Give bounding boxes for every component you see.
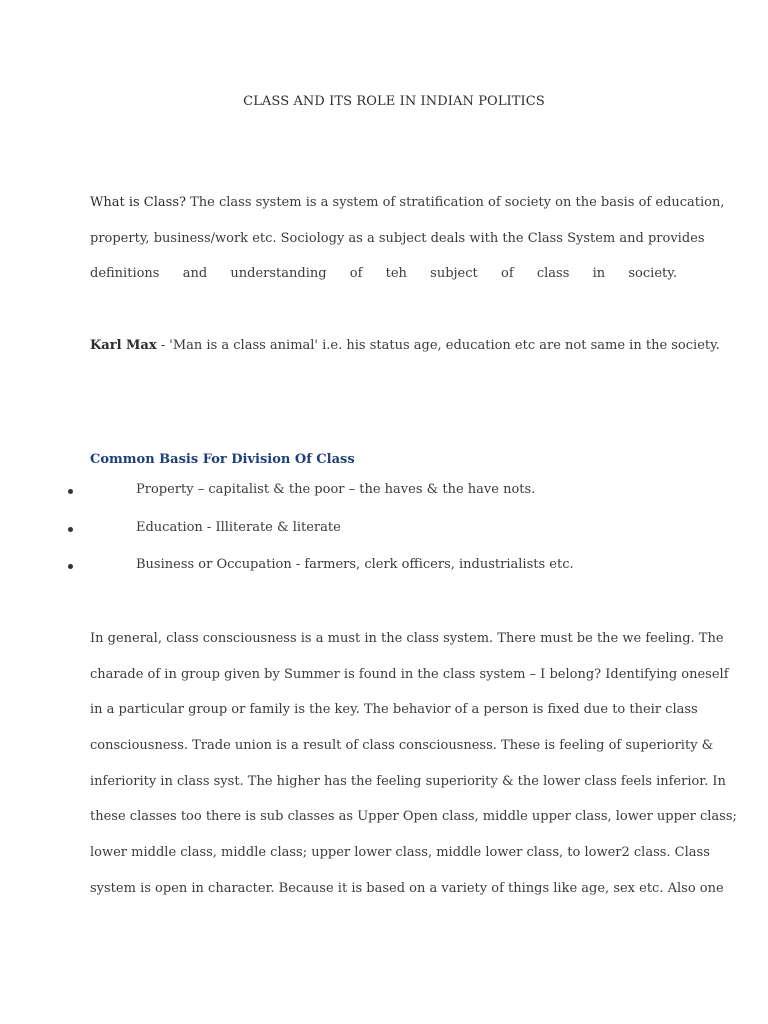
quote-text: - 'Man is a class animal' i.e. his status age, education etc are not same in the society. — [156, 338, 720, 353]
list-item — [0, 482, 768, 502]
intro-line-1 — [90, 185, 725, 221]
list-item-text: Education - Illiterate & literate — [136, 520, 341, 535]
section-heading: Common Basis For Division Of Class — [90, 452, 355, 467]
quote-paragraph — [90, 328, 720, 364]
document-title: CLASS AND ITS ROLE IN INDIAN POLITICS — [243, 94, 545, 109]
body-paragraph — [90, 621, 737, 907]
body-line-5: inferiority in class syst. The higher has the feeling superiority & the lower class feels inferior. In — [90, 773, 726, 789]
body-line-7: lower middle class, middle class; upper lower class, middle lower class, to lower2 class. Class — [90, 845, 710, 861]
list-item — [0, 520, 768, 540]
body-line-2: charade of in group given by Summer is found in the class system – I belong? Identifying oneself — [90, 666, 729, 682]
body-line-4: consciousness. Trade union is a result of class consciousness. These is feeling of superiority & — [90, 738, 714, 754]
bullet-icon — [68, 489, 73, 494]
list-item — [0, 557, 768, 577]
intro-paragraph — [90, 185, 725, 292]
bullet-icon — [68, 527, 73, 532]
body-line-8: system is open in character. Because it is based on a variety of things like age, sex etc. Also one — [90, 880, 724, 896]
list-item-text: Property – capitalist & the poor – the haves & the have nots. — [136, 482, 536, 497]
body-line-3: in a particular group or family is the key. The behavior of a person is fixed due to their class — [90, 702, 698, 718]
bullet-icon — [68, 564, 73, 569]
intro-label: What is Class? — [90, 195, 186, 210]
body-line-1: In general, class consciousness is a must in the class system. There must be the we feeling. The — [90, 631, 724, 646]
quote-line — [90, 328, 720, 364]
intro-line-2: property, business/work etc. Sociology as a subject deals with the Class System and provides — [90, 230, 705, 246]
list-item-text: Business or Occupation - farmers, clerk officers, industrialists etc. — [136, 557, 574, 572]
quote-author: Karl Max — [90, 338, 157, 353]
intro-text-1: The class system is a system of stratification of society on the basis of education, — [185, 195, 725, 210]
intro-line-3: definitions and understanding of teh subject of class in society. — [90, 266, 677, 282]
body-line-6: these classes too there is sub classes as Upper Open class, middle upper class, lower upper class; — [90, 809, 737, 825]
